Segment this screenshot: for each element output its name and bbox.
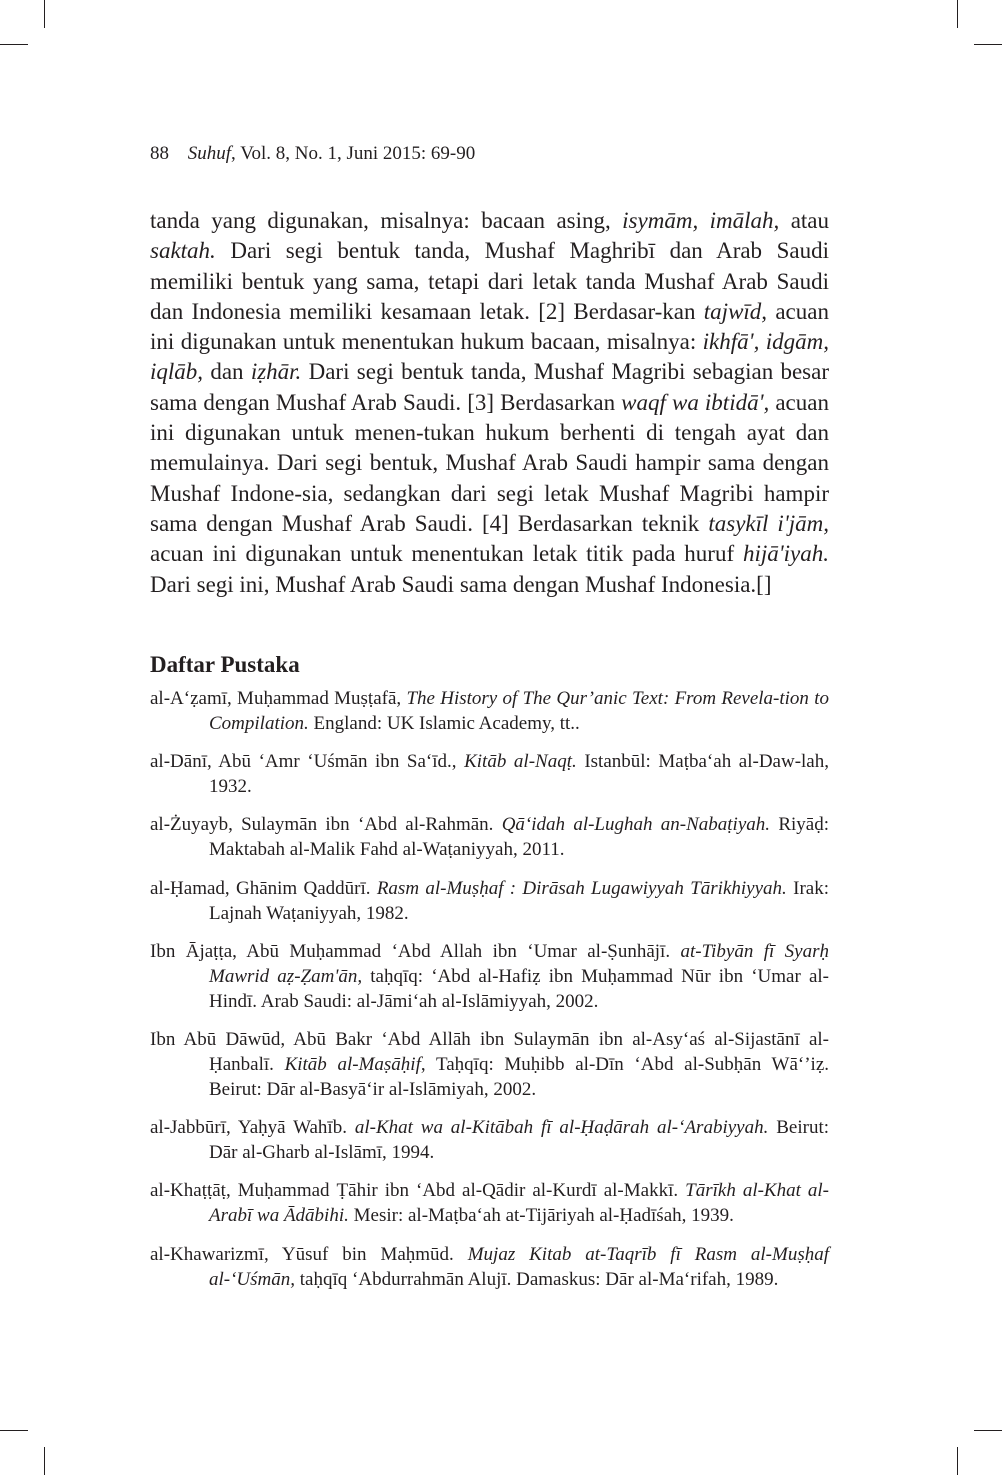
reference-entry bbox=[150, 812, 829, 862]
journal-issue: , Vol. 8, No. 1, Juni 2015: 69-90 bbox=[231, 143, 476, 164]
text-run: al-Khawarizmī, Yūsuf bin Maḥmūd. bbox=[150, 1243, 468, 1265]
italic-text: Qā‘idah al-Lughah an-Nabaṭiyah. bbox=[501, 814, 771, 836]
crop-mark bbox=[957, 0, 958, 28]
reference-entry bbox=[150, 686, 829, 736]
running-header bbox=[150, 142, 475, 166]
text-run: Beirut: Dār al-Gharb al-Islāmī, 1994. bbox=[209, 1117, 829, 1164]
italic-text: tasykīl i'jām, bbox=[708, 510, 829, 536]
italic-text: waqf wa ibtidā', bbox=[621, 389, 770, 415]
reference-entry bbox=[150, 1115, 829, 1165]
reference-entry bbox=[150, 1178, 829, 1228]
italic-text: Tārīkh al-Khat al-Arabī wa Ādābihi. bbox=[209, 1180, 829, 1227]
text-run: taḥqīq: ‘Abd al-Hafiẓ ibn Muḥammad Nūr ibn ‘Umar al-Hindī. Arab Saudi: al-Jāmi‘ah al-Islāmiyyah, 2002. bbox=[209, 965, 829, 1012]
text-run: acuan ini digunakan untuk menen-tukan hukum berhenti di tengah ayat dan memulainya. Dari segi bentuk, Mushaf Arab Saudi hampir sama dengan Mushaf Indone-sia, sedangkan dari segi letak Mushaf Magribi hampir sama dengan Mushaf Arab Saudi. [4] Berdasarkan teknik bbox=[150, 389, 829, 536]
italic-text: Rasm al-Muṣḥaf : Dirāsah Lugawiyyah Tārikhiyyah. bbox=[376, 877, 787, 899]
text-run: Dari segi bentuk tanda, Mushaf Maghribī dan Arab Saudi memiliki bentuk yang sama, tetapi dari letak tanda Mushaf Arab Saudi dan Indonesia memiliki kesamaan letak. [2] Berdasar-kan bbox=[150, 238, 829, 324]
crop-mark bbox=[44, 0, 45, 28]
text-run: acuan ini digunakan untuk menentukan letak titik pada huruf bbox=[150, 541, 743, 567]
crop-mark bbox=[44, 1447, 45, 1475]
journal-name: Suhuf bbox=[187, 143, 232, 164]
italic-text: iẓhār. bbox=[250, 359, 302, 385]
italic-text: ikhfā', idgām, iqlāb, bbox=[150, 329, 829, 385]
text-run: Istanbūl: Maṭba‘ah al-Daw-lah, 1932. bbox=[209, 751, 829, 798]
crop-mark bbox=[974, 1430, 1002, 1431]
text-run: Riyāḍ: Maktabah al-Malik Fahd al-Waṭaniyyah, 2011. bbox=[209, 814, 829, 861]
reference-entry bbox=[150, 749, 829, 799]
text-run: acuan ini digunakan untuk menentukan hukum bacaan, misalnya: bbox=[150, 298, 829, 355]
italic-text: at-Tibyān fī Syarḥ Mawrid aẓ-Ẓam'ān, bbox=[209, 940, 829, 987]
italic-text: The History of The Qur’anic Text: From Revela-tion to Compilation. bbox=[209, 688, 829, 734]
text-run: Dari segi bentuk tanda, Mushaf Magribi sebagian besar sama dengan Mushaf Arab Saudi. [3] Berdasarkan bbox=[150, 359, 829, 415]
text-run: Mesir: al-Maṭba‘ah at-Tijāriyah al-Ḥadīśah, 1939. bbox=[348, 1205, 734, 1227]
references-heading: Daftar Pustaka bbox=[150, 652, 300, 677]
italic-text: al-Khat wa al-Kitābah fī al-Ḥaḍārah al-‘Arabiyyah. bbox=[354, 1117, 769, 1139]
crop-mark bbox=[974, 44, 1002, 45]
reference-entry bbox=[150, 1027, 829, 1102]
text-run: al-Khaṭṭāṭ, Muḥammad Ṭāhir ibn ‘Abd al-Qādir al-Kurdī al-Makkī. bbox=[150, 1180, 686, 1202]
body-paragraph bbox=[150, 206, 829, 600]
text-run: , Taḥqīq: Muḥibb al-Dīn ‘Abd al-Subḥān Wā‘’iẓ. Beirut: Dār al-Basyā‘ir al-Islāmiyah, 2002. bbox=[209, 1053, 829, 1100]
reference-entry bbox=[150, 939, 829, 1014]
text-run: al-Dānī, Abū ‘Amr ‘Uśmān ibn Sa‘īd., bbox=[150, 751, 465, 773]
reference-entry bbox=[150, 1242, 829, 1292]
text-run: dan bbox=[203, 359, 251, 385]
text-run: Irak: Lajnah Waṭaniyyah, 1982. bbox=[209, 877, 829, 924]
text-run: al-Żuyayb, Sulaymān ibn ‘Abd al-Rahmān. bbox=[150, 814, 502, 836]
text-run: al-A‘ẓamī, Muḥammad Muṣṭafā, bbox=[150, 688, 407, 709]
text-run: England: UK Islamic Academy, tt.. bbox=[308, 713, 580, 734]
crop-mark bbox=[957, 1447, 958, 1475]
page-number: 88 bbox=[150, 143, 169, 164]
italic-text: Mujaz Kitab at-Taqrīb fī Rasm al-Muṣḥaf al-‘Uśmān, bbox=[209, 1243, 829, 1290]
reference-list bbox=[150, 686, 829, 1305]
reference-entry bbox=[150, 876, 829, 926]
crop-mark bbox=[0, 44, 28, 45]
text-run: Ibn Abū Dāwūd, Abū Bakr ‘Abd Allāh ibn Sulaymān ibn al-Asy‘aś al-Sijastānī al-Ḥanbalī. bbox=[150, 1028, 829, 1075]
italic-text: saktah. bbox=[150, 238, 216, 264]
italic-text: Kitāb al-Maṣāḥif bbox=[284, 1053, 421, 1075]
italic-text: hijā'iyah. bbox=[742, 541, 829, 567]
italic-text: Kitāb al-Naqṭ. bbox=[464, 751, 577, 773]
text-run: al-Ḥamad, Ghānim Qaddūrī. bbox=[150, 877, 377, 899]
text-run: al-Jabbūrī, Yaḥyā Wahīb. bbox=[150, 1117, 355, 1139]
text-run: taḥqīq ‘Abdurrahmān Alujī. Damaskus: Dār al-Ma‘rifah, 1989. bbox=[295, 1268, 779, 1290]
text-run: Dari segi ini, Mushaf Arab Saudi sama dengan Mushaf Indonesia.[] bbox=[150, 571, 772, 597]
text-run: tanda yang digunakan, misalnya: bacaan asing, bbox=[150, 208, 623, 233]
text-run: Ibn Ājaṭṭa, Abū Muḥammad ‘Abd Allah ibn ‘Umar al-Ṣunhājī. bbox=[150, 940, 681, 962]
italic-text: tajwīd, bbox=[703, 298, 768, 324]
text-run: atau bbox=[779, 208, 829, 233]
italic-text: isymām, imālah, bbox=[622, 208, 780, 233]
crop-mark bbox=[0, 1430, 28, 1431]
